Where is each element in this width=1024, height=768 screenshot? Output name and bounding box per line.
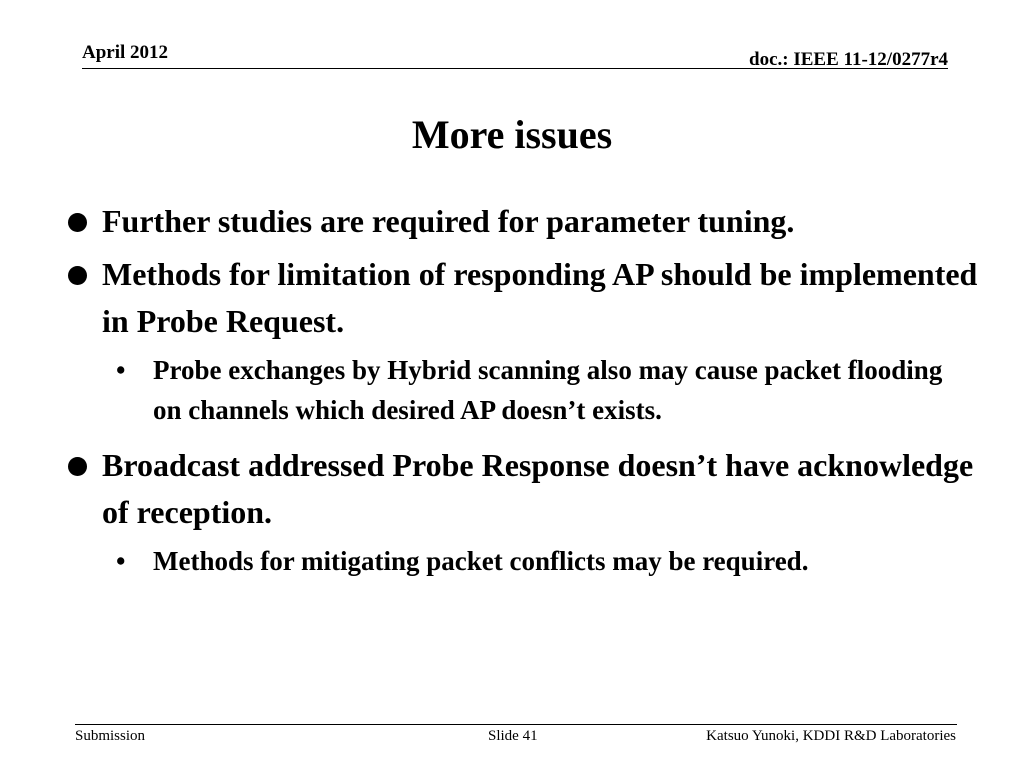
header-date: April 2012: [82, 42, 169, 63]
sub-bullet-text: Probe exchanges by Hybrid scanning also may cause packet flooding on channels which desired AP doesn’t exists.: [153, 355, 943, 425]
bullet-text: Broadcast addressed Probe Response doesn’t have acknowledge of reception.: [102, 447, 974, 530]
sub-bullet-dot-icon: •: [116, 355, 126, 385]
bullet-item: [62, 251, 992, 345]
sub-bullet-item: [62, 541, 943, 581]
footer-submission: Submission: [75, 728, 146, 744]
header-doc-id: doc.: IEEE 11-12/0277r4: [749, 49, 948, 70]
bullet-text: Methods for limitation of responding AP should be implemented in Probe Request.: [102, 256, 978, 339]
footer-author: Katsuo Yunoki, KDDI R&D Laboratories: [706, 728, 956, 744]
footer-slide-number: Slide 41: [488, 728, 538, 744]
footer-divider: [75, 724, 957, 725]
header-divider: [82, 68, 948, 69]
sub-bullet-dot-icon: •: [116, 546, 126, 576]
bullet-dot-icon: [68, 457, 87, 476]
slide-title: More issues: [411, 112, 613, 157]
sub-bullet-text: Methods for mitigating packet conflicts may be required.: [153, 546, 809, 576]
bullet-text: Further studies are required for parameter tuning.: [102, 203, 795, 239]
bullet-item: [62, 198, 992, 245]
bullet-list: [62, 198, 992, 593]
bullet-dot-icon: [68, 266, 87, 285]
bullet-item: [62, 442, 992, 536]
sub-bullet-item: [62, 350, 943, 430]
bullet-dot-icon: [68, 213, 87, 232]
